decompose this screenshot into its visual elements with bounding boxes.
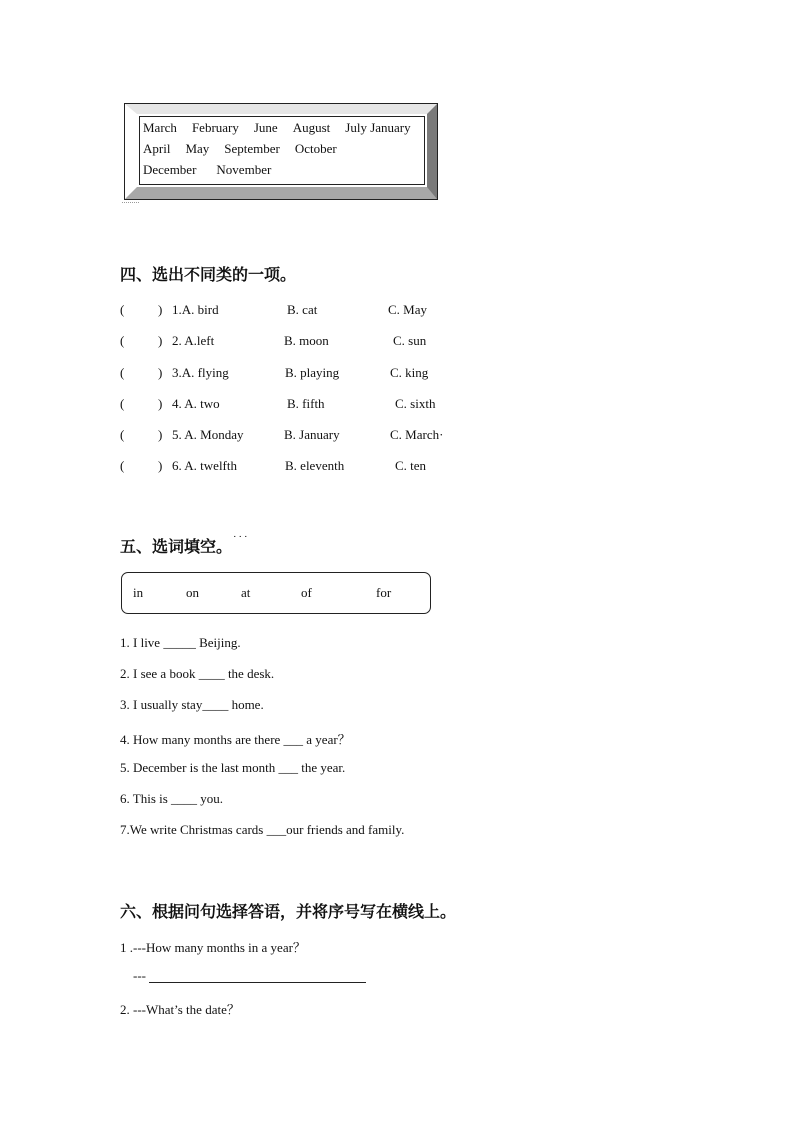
word-choice: for xyxy=(376,585,392,600)
option-b: B. eleventh xyxy=(285,458,345,473)
section6-heading: 六、根据问句选择答语，并将序号写在横线上。 xyxy=(120,902,457,921)
answer-paren-close: ) xyxy=(158,365,163,380)
answer-paren-open: ( xyxy=(120,365,125,380)
dialog-question: 2. ---What’s the date？ xyxy=(120,1002,240,1017)
word: December xyxy=(143,162,197,177)
answer-prefix: --- xyxy=(133,968,146,983)
word-choice: of xyxy=(301,585,312,600)
section5-heading xyxy=(120,534,249,557)
word: May xyxy=(185,141,210,156)
answer-paren-close: ) xyxy=(158,427,163,442)
fill-sentence: 2. I see a book ____ the desk. xyxy=(120,666,275,681)
fill-sentence: 4. How many months are there ___ a year？ xyxy=(120,732,351,747)
option-a: 2. A.left xyxy=(172,333,215,348)
option-a: 4. A. two xyxy=(172,396,220,411)
option-a: 5. A. Monday xyxy=(172,427,244,442)
tiny-mark xyxy=(122,201,142,204)
section5-heading-text: 五、选词填空。 xyxy=(120,537,233,556)
word: October xyxy=(294,141,337,156)
option-c: C. March· xyxy=(390,427,444,442)
answer-paren-open: ( xyxy=(120,427,125,442)
word: February xyxy=(191,120,239,135)
word-choice: in xyxy=(133,585,144,600)
option-b: B. moon xyxy=(284,333,329,348)
answer-blank-line[interactable] xyxy=(149,982,366,983)
answer-paren-open: ( xyxy=(120,333,125,348)
option-a: 3.A. flying xyxy=(172,365,229,380)
answer-paren-open: ( xyxy=(120,458,125,473)
answer-paren-close: ) xyxy=(158,396,163,411)
word: July January xyxy=(345,120,411,135)
answer-paren-close: ) xyxy=(158,302,163,317)
fill-sentence: 5. December is the last month ___ the year. xyxy=(120,760,346,775)
fill-sentence: 1. I live _____ Beijing. xyxy=(120,635,241,650)
heading-mark: ˙˙˙ xyxy=(232,534,249,547)
option-c: C. ten xyxy=(395,458,427,473)
answer-paren-close: ) xyxy=(158,333,163,348)
option-b: B. January xyxy=(284,427,340,442)
option-c: C. May xyxy=(388,302,427,317)
word-row-1 xyxy=(143,120,411,136)
option-b: B. playing xyxy=(285,365,340,380)
option-a: 1.A. bird xyxy=(172,302,219,317)
word-row-3 xyxy=(143,162,286,178)
option-b: B. fifth xyxy=(287,396,325,411)
answer-paren-close: ) xyxy=(158,458,163,473)
word: August xyxy=(292,120,331,135)
answer-paren-open: ( xyxy=(120,396,125,411)
fill-sentence: 7.We write Christmas cards ___our friends and family. xyxy=(120,822,405,837)
word-choice: at xyxy=(241,585,251,600)
fill-sentence: 6. This is ____ you. xyxy=(120,791,224,806)
word: September xyxy=(224,141,280,156)
answer-paren-open: ( xyxy=(120,302,125,317)
fill-sentence: 3. I usually stay____ home. xyxy=(120,697,264,712)
word: April xyxy=(143,141,171,156)
word-choice: on xyxy=(186,585,199,600)
word-row-2 xyxy=(143,141,352,157)
option-b: B. cat xyxy=(287,302,318,317)
dialog-question: 1 .---How many months in a year？ xyxy=(120,940,306,955)
option-c: C. sun xyxy=(393,333,427,348)
month-word-box xyxy=(125,104,437,199)
option-c: C. king xyxy=(390,365,429,380)
option-a: 6. A. twelfth xyxy=(172,458,237,473)
section4-heading: 四、选出不同类的一项。 xyxy=(120,265,297,284)
word: November xyxy=(216,162,272,177)
word-choice-box xyxy=(121,572,431,614)
word: June xyxy=(253,120,278,135)
option-c: C. sixth xyxy=(395,396,436,411)
word: March xyxy=(143,120,177,135)
